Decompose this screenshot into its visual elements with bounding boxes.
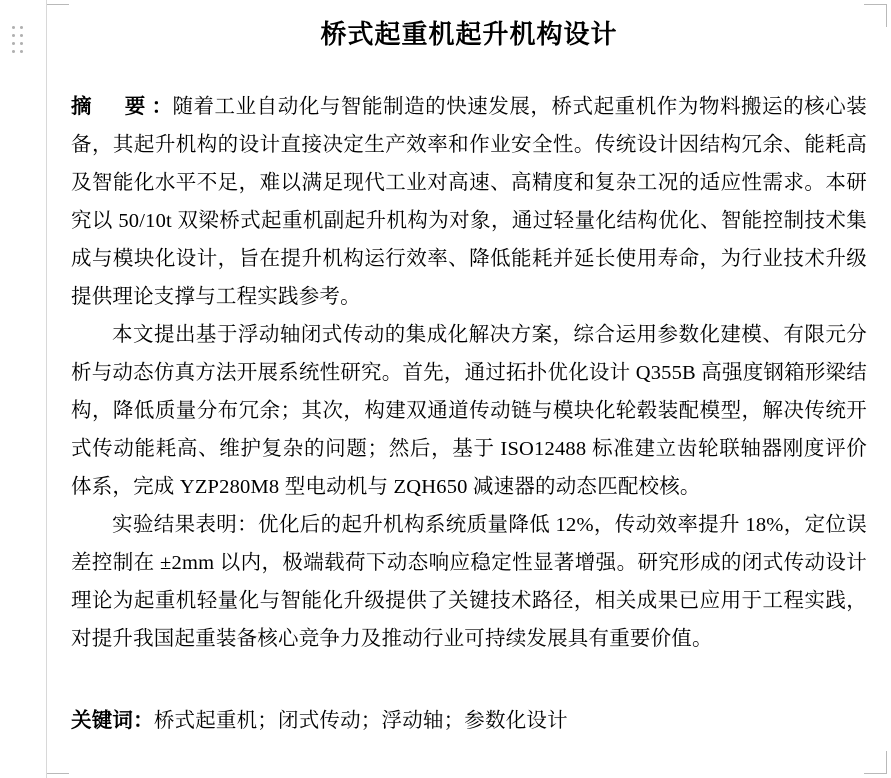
keywords-label: 关键词 — [71, 710, 134, 732]
abstract-section — [71, 88, 867, 316]
abstract-label: 摘 要 — [71, 96, 152, 118]
abstract-text: 随着工业自动化与智能制造的快速发展，桥式起重机作为物料搬运的核心装备，其起升机构的设计直接决定生产效率和作业安全性。传统设计因结构冗余、能耗高及智能化水平不足，难以满足现代工业对高速、高精度和复杂工况的适应性需求。本研究以 50/10t 双梁桥式起重机副起升机构为对象，通过轻量化结构优化、智能控制技术集成与模块化设计，旨在提升机构运行效率、降低能耗并延长使用寿命，为行业技术升级提供理论支撑与工程实践参考。 — [71, 96, 867, 308]
keywords-paragraph — [71, 702, 867, 740]
body-paragraph-1: 本文提出基于浮动轴闭式传动的集成化解决方案，综合运用参数化建模、有限元分析与动态仿真方法开展系统性研究。首先，通过拓扑优化设计 Q355B 高强度钢箱形梁结构，降低质量分布冗余；其次，构建双通道传动链与模块化轮毂装配模型，解决传统开式传动能耗高、维护复杂的问题；然后，基于 ISO12488 标准建立齿轮联轴器刚度评价体系，完成 YZP280M8 型电动机与 ZQH650 减速器的动态匹配校核。 — [71, 324, 867, 498]
keywords-colon: ： — [133, 710, 154, 732]
document-body — [47, 0, 891, 778]
page-title: 桥式起重机起升机构设计 — [320, 19, 618, 49]
keywords-section — [71, 702, 867, 740]
abstract-colon: ： — [151, 96, 173, 118]
body-paragraph-2: 实验结果表明：优化后的起升机构系统质量降低 12%，传动效率提升 18%，定位误差控制在 ±2mm 以内，极端载荷下动态响应稳定性显著增强。研究形成的闭式传动设计理论为起重机轻量化与智能化升级提供了关键技术路径，相关成果已应用于工程实践，对提升我国起重装备核心竞争力及推动行业可持续发展具有重要价值。 — [71, 514, 867, 650]
abstract-paragraph — [71, 88, 867, 316]
drag-handle-icon[interactable] — [12, 26, 32, 54]
keywords-text: 桥式起重机；闭式传动；浮动轴；参数化设计 — [153, 710, 568, 732]
